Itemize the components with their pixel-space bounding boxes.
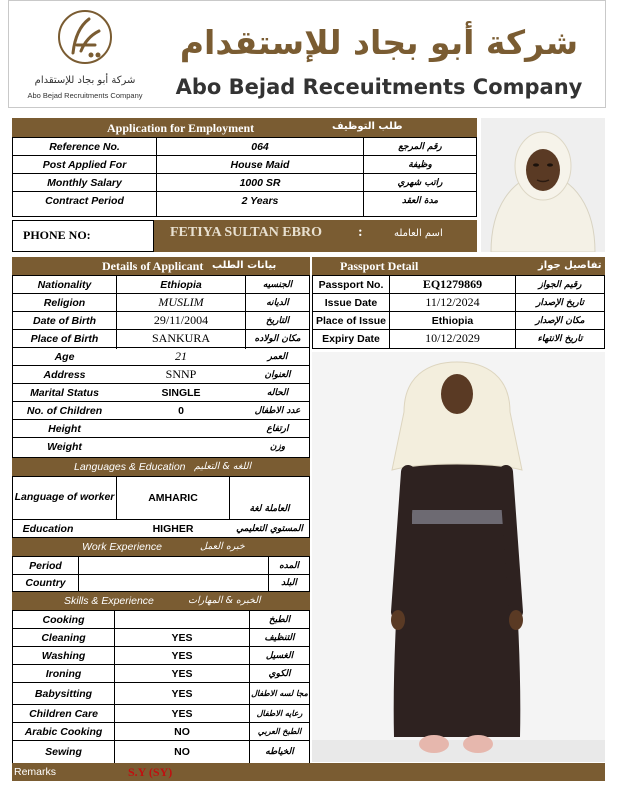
marital-value: SINGLE [161,386,201,399]
nationality-label-ar: الجنسيه [262,279,293,290]
dob-label-ar: التاريخ [265,315,290,326]
work-title-bar [12,538,310,556]
skills-title-en: Skills & Experience [64,595,154,607]
post-value: House Maid [230,158,290,171]
language-label-ar: العاملة لغة [249,504,290,514]
portrait-photo [481,118,605,252]
languages-title-bar [12,458,310,476]
height-value [117,420,245,437]
work-table [12,556,310,592]
sewing-label: Sewing [45,746,82,758]
applicant-table [12,275,310,458]
children-label-ar: عدد الاطفال [254,405,301,416]
skills-table [12,610,310,764]
religion-label: Religion [43,296,86,309]
logo [15,5,155,103]
reference-label: Reference No. [49,140,120,153]
language-label: Language of worker [14,490,115,503]
babysitting-label-ar: مجا لسه الاطفال [251,689,308,698]
sewing-label-ar: الخياطه [265,747,294,757]
reference-label-ar: رقم المرجع [398,141,442,152]
cleaning-value: YES [171,631,193,644]
applicant-title-ar: بيانات الطلب [212,260,277,271]
skills-title-ar: الخبره & المهارات [188,595,261,606]
expiry-date-value: 10/12/2029 [425,331,480,345]
issue-date-value: 11/12/2024 [425,295,480,309]
languages-title-en: Languages & Education [74,461,186,473]
logo-text-en: Abo Bejad Recruitments Company [27,91,143,100]
height-label: Height [48,422,81,435]
passport-title-bar [312,257,605,275]
applicant-title-bar [12,257,310,275]
education-label: Education [22,522,74,535]
issue-date-label-ar: تاريخ الإصدار [536,297,584,308]
work-title-en: Work Experience [82,541,162,553]
pob-label: Place of Birth [30,332,99,345]
passport-no-label: Passport No. [318,278,384,291]
age-value: 21 [175,349,187,363]
weight-label-ar: وزن [269,441,286,452]
application-table [12,137,477,217]
passport-table [312,275,605,349]
dob-value: 29/11/2004 [153,313,209,327]
name-bar [154,220,477,252]
nationality-value: Ethiopia [160,278,202,291]
country-value [79,575,268,591]
period-value [79,557,268,574]
children-label: No. of Children [26,404,103,417]
remarks-label: Remarks [14,766,57,778]
company-name-ar: شركة أبو بجاد للإستقدام [179,23,579,62]
salary-label: Monthly Salary [47,176,122,189]
children-care-label-ar: رعايه الاطفال [256,709,303,718]
education-value: HIGHER [152,522,194,535]
babysitting-value: YES [171,687,193,700]
cleaning-label-ar: التنظيف [264,632,295,643]
reference-value: 064 [251,140,269,153]
place-of-issue-label-ar: مكان الإصدار [535,315,585,326]
application-title-ar: طلب التوظيف [332,121,403,132]
language-value: AMHARIC [148,492,198,504]
nationality-label: Nationality [37,278,92,291]
name-separator: : [358,225,363,240]
religion-label-ar: الديانه [266,297,289,308]
marital-label-ar: الحاله [266,387,289,398]
country-label-ar: البلد [281,578,297,588]
application-title-bar [12,118,477,137]
issue-date-label: Issue Date [324,296,378,309]
cooking-label: Cooking [42,613,85,626]
arabic-cooking-label: Arabic Cooking [24,725,103,738]
worker-name-label-ar: اسم العامله [394,228,443,239]
phone-box [12,220,154,252]
washing-label-ar: الغسيل [265,650,294,661]
children-care-label: Children Care [29,707,98,720]
cooking-label-ar: الطبخ [268,614,291,625]
passport-no-label-ar: رقيم الجواز [538,279,582,290]
pob-value: SANKURA [151,331,210,345]
full-body-photo [312,352,605,762]
age-label: Age [54,350,75,363]
period-label-ar: المده [279,560,299,571]
ironing-label-ar: الكوي [268,668,291,679]
salary-label-ar: راتب شهري [397,177,443,188]
period-label: Period [29,559,62,572]
cooking-value [115,611,249,628]
passport-title-en: Passport Detail [340,259,419,273]
address-label-ar: العنوان [264,369,291,380]
weight-label: Weight [47,440,82,453]
height-label-ar: ارتفاع [266,423,289,434]
ironing-value: YES [171,667,193,680]
remarks-bar [12,763,605,781]
marital-label: Marital Status [30,386,99,399]
washing-label: Washing [41,649,86,662]
washing-value: YES [171,649,193,662]
address-value: SNNP [165,367,197,381]
application-title-en: Application for Employment [107,121,255,135]
company-name-en: Abo Bejad Receuitments Company [175,75,583,99]
passport-title-ar: تفاصيل جواز [538,260,602,271]
applicant-title-en: Details of Applicant [102,259,204,273]
dob-label: Date of Birth [33,314,96,327]
age-label-ar: العمر [267,351,288,362]
weight-value [117,438,245,455]
children-care-value: YES [171,707,193,720]
children-value: 0 [178,404,184,417]
post-label-ar: وظيفة [408,159,432,170]
contract-label-ar: مدة العقد [401,195,439,206]
address-label: Address [43,368,86,381]
ironing-label: Ironing [45,667,82,680]
country-label: Country [25,577,66,589]
languages-title-ar: اللغه & التعليم [194,461,252,472]
header [8,0,606,108]
sewing-value: NO [174,746,190,758]
passport-no-value: EQ1279869 [422,277,483,291]
phone-label: PHONE NO: [23,228,91,242]
contract-label: Contract Period [45,194,124,207]
babysitting-label: Babysitting [34,687,93,700]
arabic-cooking-label-ar: الطبخ العربي [257,727,302,736]
expiry-date-label-ar: تاريخ الانتهاء [537,333,583,344]
post-label: Post Applied For [42,158,127,171]
expiry-date-label: Expiry Date [322,332,380,345]
arabic-cooking-value: NO [174,725,190,738]
place-of-issue-label: Place of Issue [315,314,387,327]
pob-label-ar: مكان الولاده [254,333,301,344]
skills-title-bar [12,592,310,610]
education-label-ar: المستوي التعليمي [236,523,303,534]
logo-text-ar: شركة أبو بجاد للإستقدام [34,75,136,86]
place-of-issue-value: Ethiopia [431,314,474,327]
salary-value: 1000 SR [239,176,281,189]
religion-value: MUSLIM [158,295,204,309]
cleaning-label: Cleaning [41,631,86,644]
contract-value: 2 Years [241,194,279,207]
logo-emblem-icon [15,5,155,75]
remarks-value: S.Y (SY) [128,765,173,779]
languages-table [12,476,310,538]
worker-name: FETIYA SULTAN EBRO [170,225,322,240]
work-title-ar: خبره العمل [200,541,245,552]
